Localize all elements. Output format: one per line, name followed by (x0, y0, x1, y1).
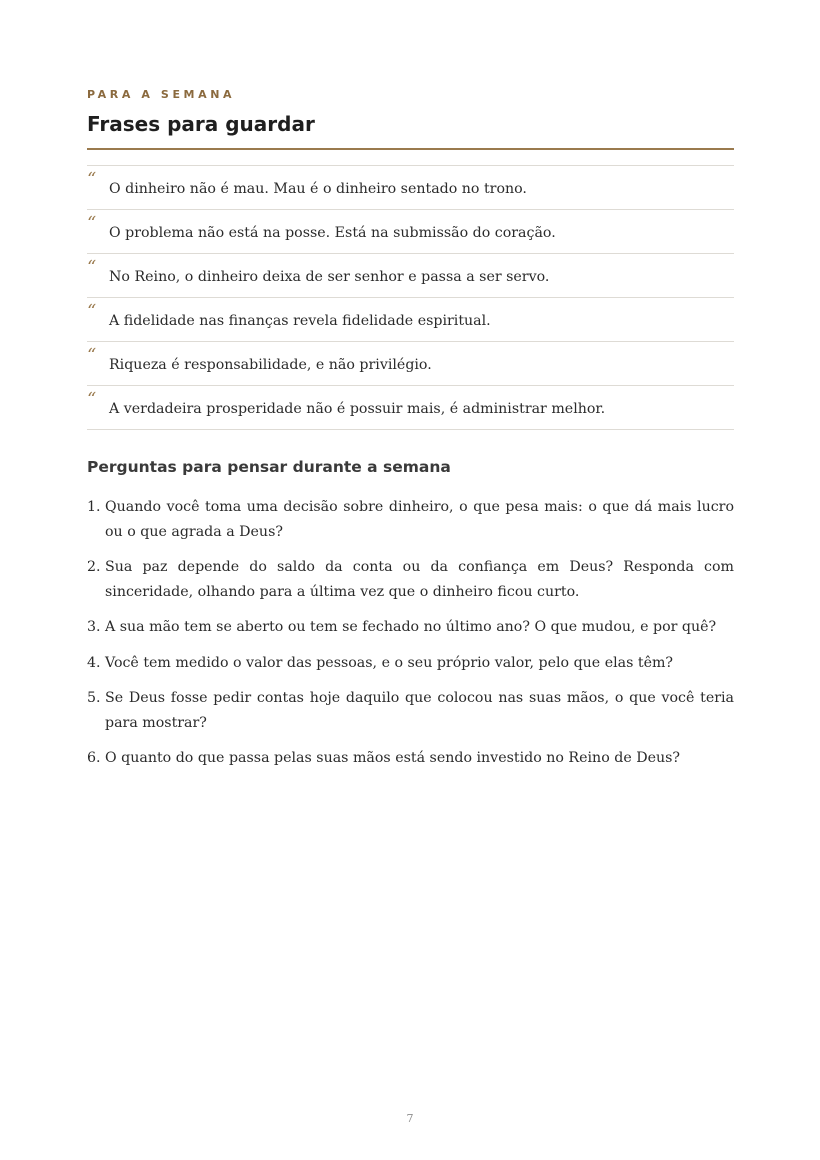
quote-item (87, 298, 734, 342)
questions-title: Perguntas para pensar durante a semana (87, 458, 451, 476)
quote-text: A verdadeira prosperidade não é possuir mais, é administrar melhor. (109, 401, 606, 417)
question-text: Quando você toma uma decisão sobre dinheiro, o que pesa mais: o que dá mais lucro ou o que agrada a Deus? (105, 499, 734, 540)
question-item (87, 555, 734, 604)
quote-mark-icon: “ (87, 301, 97, 322)
title-divider (87, 148, 734, 150)
question-text: A sua mão tem se aberto ou tem se fechado no último ano? O que mudou, e por quê? (105, 619, 717, 635)
questions-list (87, 495, 734, 782)
question-item (87, 651, 734, 676)
question-item (87, 686, 734, 735)
quote-item (87, 210, 734, 254)
quote-text: No Reino, o dinheiro deixa de ser senhor e passa a ser servo. (109, 269, 550, 285)
question-number: 6. (87, 750, 101, 766)
quote-mark-icon: “ (87, 169, 97, 190)
quote-mark-icon: “ (87, 257, 97, 278)
section-eyebrow: PARA A SEMANA (87, 88, 236, 101)
page-number: 7 (406, 1112, 414, 1125)
question-number: 5. (87, 690, 101, 706)
quote-mark-icon: “ (87, 345, 97, 366)
question-text: Sua paz depende do saldo da conta ou da confiança em Deus? Responda com sinceridade, olhando para a última vez que o dinheiro ficou curto. (105, 559, 734, 600)
quote-text: Riqueza é responsabilidade, e não privilégio. (109, 357, 432, 373)
quote-mark-icon: “ (87, 213, 97, 234)
quote-text: O dinheiro não é mau. Mau é o dinheiro sentado no trono. (109, 181, 527, 197)
quote-item (87, 342, 734, 386)
question-item (87, 495, 734, 544)
quotes-list (87, 165, 734, 430)
page-title: Frases para guardar (87, 112, 315, 136)
question-number: 1. (87, 499, 101, 515)
quote-mark-icon: “ (87, 389, 97, 410)
question-item (87, 615, 734, 640)
quote-item (87, 166, 734, 210)
question-number: 3. (87, 619, 101, 635)
question-text: O quanto do que passa pelas suas mãos está sendo investido no Reino de Deus? (105, 750, 681, 766)
quote-text: O problema não está na posse. Está na submissão do coração. (109, 225, 556, 241)
question-text: Você tem medido o valor das pessoas, e o seu próprio valor, pelo que elas têm? (105, 654, 674, 671)
question-text: Se Deus fosse pedir contas hoje daquilo que colocou nas suas mãos, o que você teria para mostrar? (105, 690, 734, 731)
quote-item (87, 254, 734, 298)
question-item (87, 746, 734, 771)
question-number: 2. (87, 559, 101, 575)
quote-text: A fidelidade nas finanças revela fidelidade espiritual. (109, 313, 491, 329)
question-number: 4. (87, 654, 101, 671)
quote-item (87, 386, 734, 430)
